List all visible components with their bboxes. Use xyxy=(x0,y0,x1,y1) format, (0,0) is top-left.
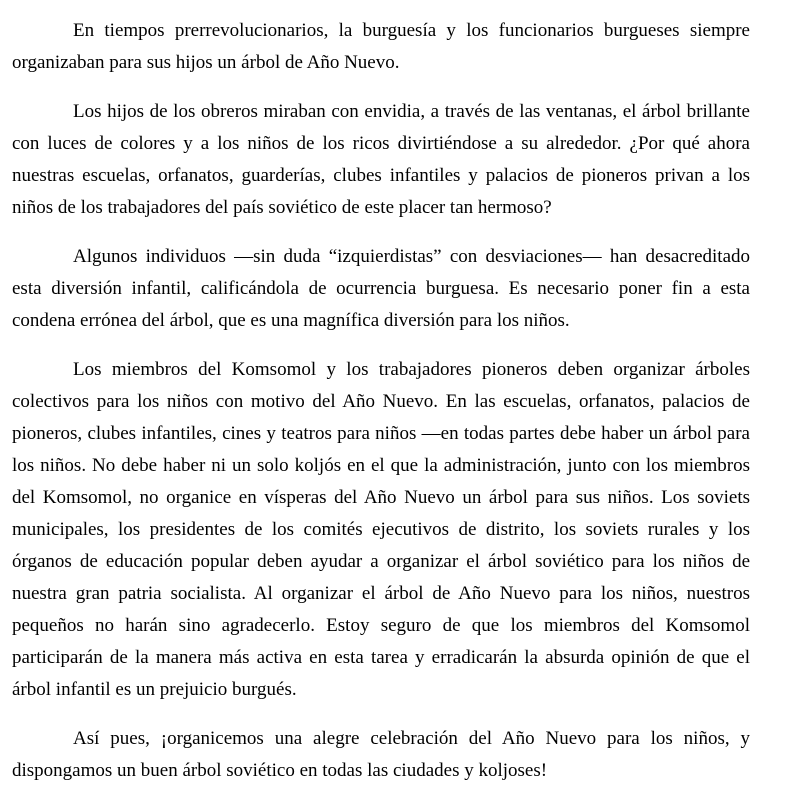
paragraph-4: Los miembros del Komsomol y los trabajadores pioneros deben organizar árboles colectivos para los niños con motivo del Año Nuevo. En las escuelas, orfanatos, palacios de pioneros, clubes infantiles, cines y teatros para niños —en todas partes debe haber un árbol para los niños. No debe haber ni un solo koljós en el que la administración, junto con los miembros del Komsomol, no organice en vísperas del Año Nuevo un árbol para sus niños. Los soviets municipales, los presidentes de los comités ejecutivos de distrito, los soviets rurales y los órganos de educación popular deben ayudar a organizar el árbol soviético para los niños de nuestra gran patria socialista. Al organizar el árbol de Año Nuevo para los niños, nuestros pequeños no harán sino agradecerlo. Estoy seguro de que los miembros del Komsomol participarán de la manera más activa en esta tarea y erradicarán la absurda opinión de que el árbol infantil es un prejuicio burgués. xyxy=(12,359,750,700)
paragraph-1: En tiempos prerrevolucionarios, la burguesía y los funcionarios burgueses siempre organizaban para sus hijos un árbol de Año Nuevo. xyxy=(12,20,750,73)
paragraph-3: Algunos individuos —sin duda “izquierdistas” con desviaciones— han desacreditado esta diversión infantil, calificándola de ocurrencia burguesa. Es necesario poner fin a esta condena errónea del árbol, que es una magnífica diversión para los niños. xyxy=(12,246,750,331)
paragraph-5: Así pues, ¡organicemos una alegre celebración del Año Nuevo para los niños, y dispongamos un buen árbol soviético en todas las ciudades y koljoses! xyxy=(12,728,750,781)
paragraph-2: Los hijos de los obreros miraban con envidia, a través de las ventanas, el árbol brillante con luces de colores y a los niños de los ricos divirtiéndose a su alrededor. ¿Por qué ahora nuestras escuelas, orfanatos, guarderías, clubes infantiles y palacios de pioneros privan a los niños de los trabajadores del país soviético de este placer tan hermoso? xyxy=(12,101,750,218)
